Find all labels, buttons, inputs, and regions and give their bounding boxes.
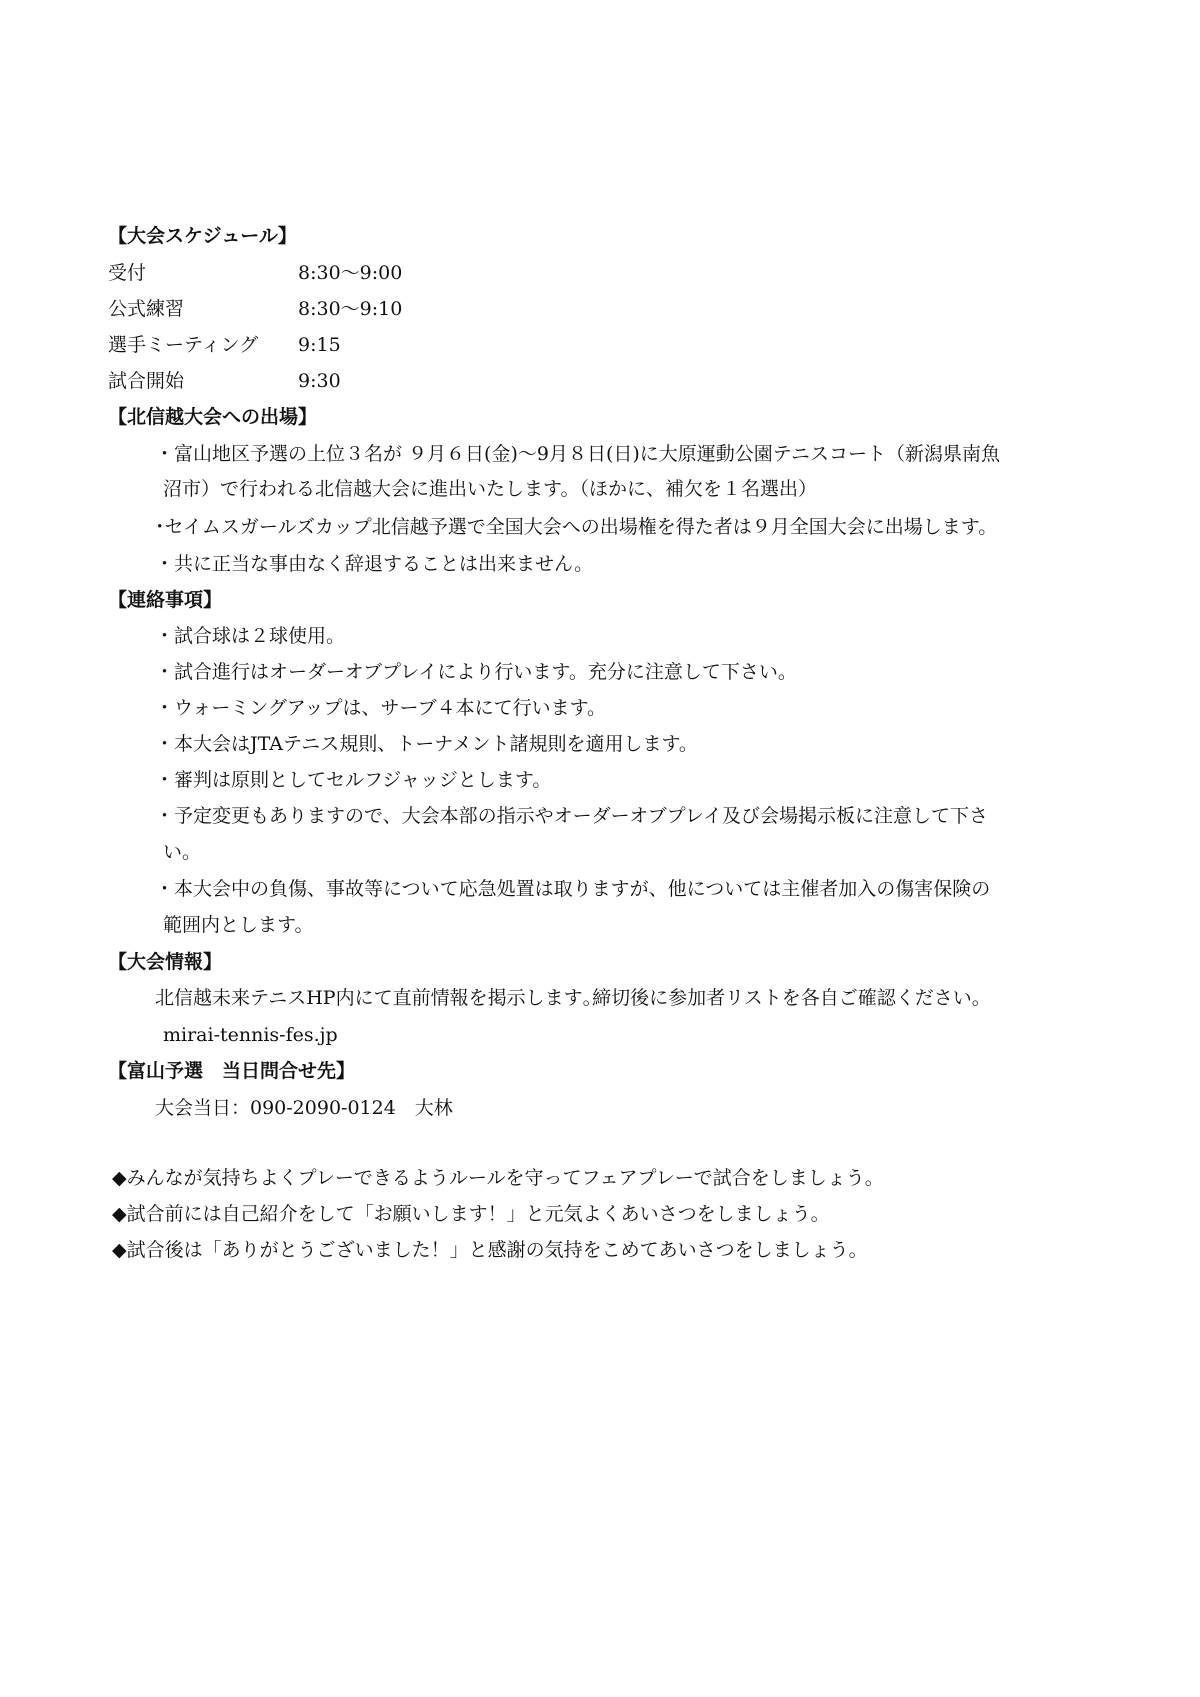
manner-line: ◆試合後は「ありがとうございました！」と感謝の気持をこめてあいさつをしましょう。	[112, 1239, 868, 1261]
schedule-row-label: 試合開始	[108, 370, 185, 392]
schedule-row-time: 8:30〜9:10	[298, 298, 403, 320]
notice-line: ・本大会中の負傷、事故等について応急処置は取りますが、他については主催者加入の傷害保険の	[155, 878, 991, 900]
schedule-row-label: 選手ミーティング	[108, 334, 259, 356]
contact-heading: 【富山予選 当日問合せ先】	[108, 1060, 356, 1082]
schedule-row-time: 9:15	[298, 334, 341, 356]
notice-line: ・ウォーミングアップは、サーブ４本にて行います。	[155, 697, 607, 719]
notice-line: ・審判は原則としてセルフジャッジとします。	[155, 769, 552, 791]
schedule-row-time: 8:30〜9:00	[298, 262, 403, 284]
notices-heading: 【連絡事項】	[108, 589, 223, 611]
notice-line: 範囲内とします。	[163, 914, 314, 936]
schedule-row-label: 公式練習	[108, 298, 185, 320]
notice-line: ・予定変更もありますので、大会本部の指示やオーダーオブプレイ及び会場掲示板に注意して下さ	[155, 805, 988, 827]
notice-line: ・試合進行はオーダーオブプレイにより行います。充分に注意して下さい。	[155, 661, 797, 683]
hokushinetsu-line: ･セイムスガールズカップ北信越予選で全国大会への出場権を得た者は９月全国大会に出場します。	[155, 516, 998, 538]
manner-line: ◆みんなが気持ちよくプレーできるようルールを守ってフェアプレーで試合をしましょう。	[112, 1167, 884, 1189]
notice-line: ・本大会はJTAテニス規則、トーナメント諸規則を適用します。	[155, 733, 698, 755]
schedule-heading: 【大会スケジュール】	[108, 225, 297, 247]
schedule-row-time: 9:30	[298, 370, 341, 392]
contact-text: 大会当日：090-2090-0124 大林	[155, 1097, 453, 1119]
hokushinetsu-line: ・共に正当な事由なく辞退することは出来ません。	[155, 553, 594, 575]
info-url: mirai-tennis-fes.jp	[163, 1024, 338, 1046]
info-text: 北信越未来テニスHP内にて直前情報を掲示します｡締切後に参加者リストを各自ご確認ください。	[155, 987, 991, 1009]
manner-line: ◆試合前には自己紹介をして「お願いします！」と元気よくあいさつをしましょう。	[112, 1203, 830, 1225]
notice-line: い。	[163, 841, 202, 863]
schedule-row-label: 受付	[108, 262, 147, 284]
hokushinetsu-line: 沼市）で行われる北信越大会に進出いたします。（ほかに、補欠を１名選出）	[163, 478, 817, 500]
hokushinetsu-line: ・富山地区予選の上位３名が ９月６日(金)〜9月８日(日)に大原運動公園テニスコート（新潟県南魚	[155, 443, 1001, 465]
info-heading: 【大会情報】	[108, 951, 223, 973]
hokushinetsu-heading: 【北信越大会への出場】	[108, 406, 318, 428]
notice-line: ・試合球は２球使用。	[155, 625, 346, 647]
